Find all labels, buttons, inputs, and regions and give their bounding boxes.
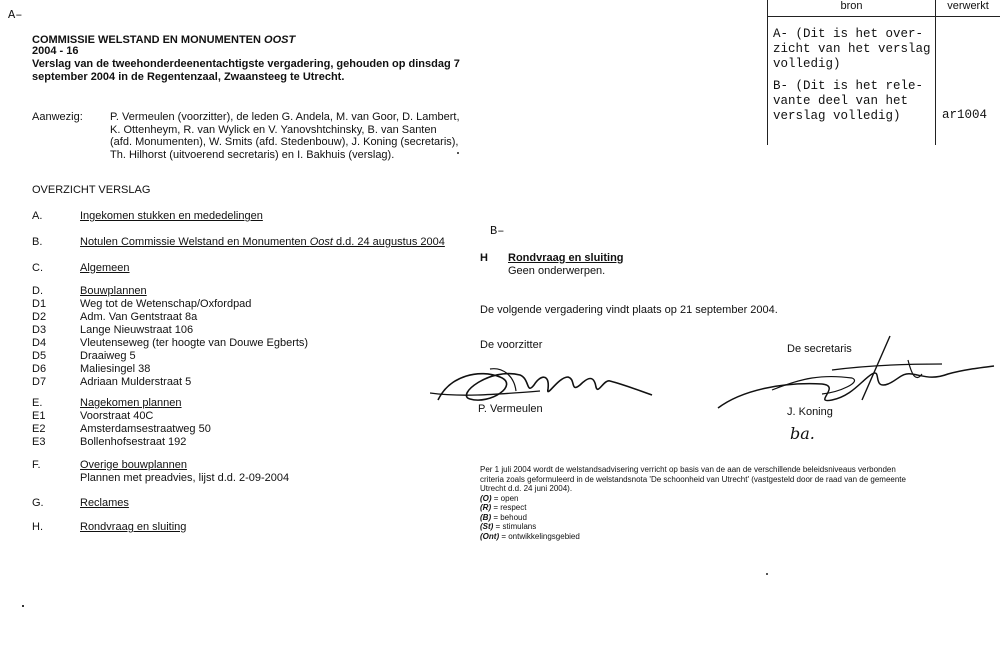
chair-label: De voorzitter	[480, 339, 543, 351]
mark-a: A–	[8, 8, 23, 22]
section-b-title: Rondvraag en sluiting	[508, 252, 624, 264]
footnote: Per 1 juli 2004 wordt de welstandsadvisering verricht op basis van de aan de verschillende beleidsniveaus verbonden criteria zoals geformuleerd in de welstandsnota 'De schoonheid van Utrecht' (vastgesteld door de raad van de gemeente Utrecht d.d. 24 juni 2004). (O) = open (R) = respect (B) = behoud (St) = stimulans (Ont) = ontwikkelingsgebied	[480, 465, 906, 541]
chair-name: P. Vermeulen	[478, 403, 543, 415]
report-number: 2004 - 16	[32, 45, 79, 57]
section-b-body: Geen onderwerpen.	[508, 265, 606, 277]
next-meeting: De volgende vergadering vindt plaats op 21 september 2004.	[480, 304, 778, 316]
attendance-label: Aanwezig:	[32, 111, 83, 123]
secretary-label: De secretaris	[787, 343, 852, 355]
stamp-col-bron: bron	[840, 0, 863, 12]
secretary-name: J. Koning	[787, 406, 833, 418]
secretary-signature	[712, 330, 1000, 422]
scan-speck	[766, 573, 768, 575]
section-b-num: H	[480, 252, 488, 264]
report-title-2: september 2004 in de Regentenzaal, Zwaansteeg te Utrecht.	[32, 71, 345, 83]
mark-b: B–	[490, 224, 505, 238]
chair-signature	[430, 355, 660, 415]
stamp-col-verwerkt: verwerkt	[947, 0, 989, 12]
scan-speck	[457, 152, 459, 154]
stamp-note-b: B- (Dit is het rele- vante deel van het verslag volledig)	[773, 79, 924, 123]
handwritten-initials: ba.	[790, 424, 815, 443]
stamp-note-a: A- (Dit is het over- zicht van het verslag volledig)	[773, 27, 931, 71]
org-title: COMMISSIE WELSTAND EN MONUMENTEN OOST	[32, 34, 296, 46]
scan-speck	[22, 605, 24, 607]
report-title-1: Verslag van de tweehonderdeenentachtigste vergadering, gehouden op dinsdag 7	[32, 58, 460, 70]
overview-heading: OVERZICHT VERSLAG	[32, 184, 151, 196]
stamp-code: ar1004	[942, 108, 988, 122]
attendance-list: P. Vermeulen (voorzitter), de leden G. Andela, M. van Goor, D. Lambert, K. Ottenheym, R. van Wylick en V. Yanovshtchinsky, B. van Santen (afd. Monumenten), W. Smits (afd. Stedenbouw), J. Koning (secretaris), Th. Hilhorst (uitvoerend secretaris) en I. Bakhuis (verslag).	[110, 111, 460, 161]
